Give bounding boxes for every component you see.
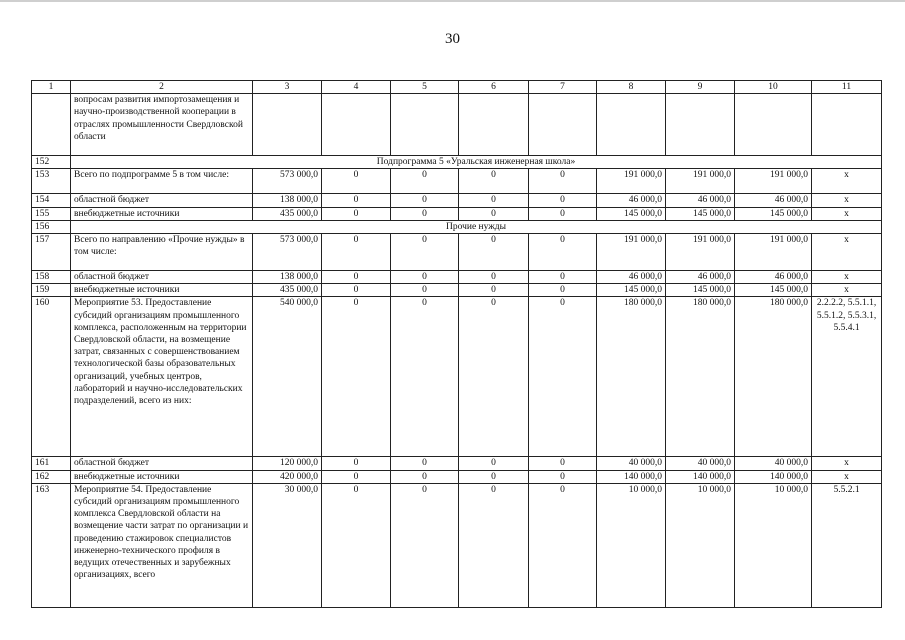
- year-value: 0: [459, 169, 529, 194]
- year-value: 0: [391, 483, 459, 607]
- continued-row: [32, 94, 882, 156]
- col-header: 2: [71, 81, 253, 94]
- year-value: 0: [529, 284, 597, 297]
- year-value: 0: [391, 284, 459, 297]
- year-value: 145 000,0: [735, 284, 812, 297]
- table-row: [32, 169, 882, 194]
- table-row: [32, 284, 882, 297]
- year-value: 180 000,0: [666, 297, 735, 457]
- year-value: 46 000,0: [666, 271, 735, 284]
- col-header: 9: [666, 81, 735, 94]
- program-table: [31, 80, 882, 608]
- total-value: 30 000,0: [253, 483, 322, 607]
- col-header: 7: [529, 81, 597, 94]
- page-number: 30: [445, 31, 460, 47]
- row-name: внебюджетные источники: [71, 470, 253, 483]
- year-value: 180 000,0: [597, 297, 666, 457]
- year-value: 40 000,0: [735, 457, 812, 470]
- year-value: 0: [322, 284, 391, 297]
- col-header: 5: [391, 81, 459, 94]
- table-row: [32, 194, 882, 207]
- target-indicator: 2.2.2.2, 5.5.1.1, 5.5.1.2, 5.5.3.1, 5.5.4.1: [812, 297, 882, 457]
- year-value: 40 000,0: [666, 457, 735, 470]
- year-value: 0: [529, 169, 597, 194]
- total-value: 420 000,0: [253, 470, 322, 483]
- year-value: 0: [459, 284, 529, 297]
- year-value: 46 000,0: [597, 271, 666, 284]
- year-value: 0: [322, 470, 391, 483]
- total-value: 435 000,0: [253, 207, 322, 220]
- total-value: 435 000,0: [253, 284, 322, 297]
- row-name: Мероприятие 53. Предоставление субсидий организациям промышленного комплекса, расположенным на территории Свердловской области, на возмещение затрат, связанных с совершенствованием технологической базы образовательных организаций, учебных центров, лабораторий и научно-исследовательских подразделений, всего из них:: [71, 297, 253, 457]
- year-value: 46 000,0: [597, 194, 666, 207]
- year-value: 0: [529, 483, 597, 607]
- target-indicator: x: [812, 234, 882, 271]
- year-value: 145 000,0: [597, 284, 666, 297]
- year-value: 0: [322, 169, 391, 194]
- year-value: 0: [529, 234, 597, 271]
- col-header: 3: [253, 81, 322, 94]
- target-indicator: x: [812, 271, 882, 284]
- year-value: 0: [529, 194, 597, 207]
- year-value: 0: [391, 470, 459, 483]
- year-value: 191 000,0: [666, 234, 735, 271]
- row-name: внебюджетные источники: [71, 284, 253, 297]
- section-row: [32, 220, 882, 233]
- year-value: 0: [529, 207, 597, 220]
- row-number: 159: [32, 284, 71, 297]
- table-row: [32, 234, 882, 271]
- year-value: 191 000,0: [735, 234, 812, 271]
- table-row: [32, 483, 882, 607]
- year-value: 0: [391, 457, 459, 470]
- year-value: 0: [391, 234, 459, 271]
- table-row: [32, 271, 882, 284]
- year-value: 0: [322, 457, 391, 470]
- target-indicator: x: [812, 207, 882, 220]
- row-number: 152: [32, 156, 71, 169]
- col-header: 4: [322, 81, 391, 94]
- year-value: 0: [322, 207, 391, 220]
- year-value: 10 000,0: [666, 483, 735, 607]
- row-number: 161: [32, 457, 71, 470]
- col-header: 11: [812, 81, 882, 94]
- year-value: 0: [529, 271, 597, 284]
- year-value: 46 000,0: [666, 194, 735, 207]
- year-value: 0: [459, 194, 529, 207]
- year-value: 145 000,0: [735, 207, 812, 220]
- table-row: [32, 470, 882, 483]
- column-number-row: [32, 81, 882, 94]
- total-value: 573 000,0: [253, 234, 322, 271]
- year-value: 0: [459, 234, 529, 271]
- row-name: Всего по подпрограмме 5 в том числе:: [71, 169, 253, 194]
- year-value: 0: [529, 297, 597, 457]
- target-indicator: x: [812, 470, 882, 483]
- target-indicator: 5.5.2.1: [812, 483, 882, 607]
- row-number: 160: [32, 297, 71, 457]
- col-header: 10: [735, 81, 812, 94]
- section-row: [32, 156, 882, 169]
- row-name: Всего по направлению «Прочие нужды» в том числе:: [71, 234, 253, 271]
- row-number: 156: [32, 220, 71, 233]
- year-value: 0: [459, 457, 529, 470]
- year-value: 180 000,0: [735, 297, 812, 457]
- row-number: 154: [32, 194, 71, 207]
- row-name: вопросам развития импортозамещения и научно-производственной кооперации в отраслях промышленности Свердловской области: [71, 94, 253, 156]
- year-value: 191 000,0: [597, 234, 666, 271]
- col-header: 6: [459, 81, 529, 94]
- year-value: 0: [459, 470, 529, 483]
- total-value: 120 000,0: [253, 457, 322, 470]
- total-value: 138 000,0: [253, 271, 322, 284]
- total-value: 573 000,0: [253, 169, 322, 194]
- year-value: 0: [459, 483, 529, 607]
- target-indicator: x: [812, 457, 882, 470]
- year-value: 140 000,0: [666, 470, 735, 483]
- year-value: 0: [322, 194, 391, 207]
- row-name: областной бюджет: [71, 194, 253, 207]
- year-value: 0: [391, 207, 459, 220]
- year-value: 145 000,0: [666, 207, 735, 220]
- year-value: 0: [322, 483, 391, 607]
- year-value: 191 000,0: [597, 169, 666, 194]
- section-title: Подпрограмма 5 «Уральская инженерная школа»: [71, 156, 882, 169]
- year-value: 46 000,0: [735, 194, 812, 207]
- year-value: 0: [322, 234, 391, 271]
- target-indicator: x: [812, 284, 882, 297]
- year-value: 140 000,0: [597, 470, 666, 483]
- year-value: 0: [529, 470, 597, 483]
- table-body: [32, 81, 882, 608]
- year-value: 0: [391, 169, 459, 194]
- year-value: 0: [459, 271, 529, 284]
- year-value: 0: [459, 297, 529, 457]
- table-row: [32, 207, 882, 220]
- year-value: 10 000,0: [597, 483, 666, 607]
- year-value: 145 000,0: [597, 207, 666, 220]
- row-number: 153: [32, 169, 71, 194]
- row-number: 157: [32, 234, 71, 271]
- row-name: Мероприятие 54. Предоставление субсидий организациям промышленного комплекса Свердловской области на возмещение части затрат по организации и проведению стажировок специалистов инженерно-технического профиля в ведущих отечественных и зарубежных организациях, всего: [71, 483, 253, 607]
- year-value: 10 000,0: [735, 483, 812, 607]
- row-name: областной бюджет: [71, 457, 253, 470]
- year-value: 145 000,0: [666, 284, 735, 297]
- year-value: 40 000,0: [597, 457, 666, 470]
- year-value: 191 000,0: [666, 169, 735, 194]
- col-header: 8: [597, 81, 666, 94]
- year-value: 0: [391, 194, 459, 207]
- row-number: 162: [32, 470, 71, 483]
- table-row: [32, 297, 882, 457]
- col-header: 1: [32, 81, 71, 94]
- year-value: 191 000,0: [735, 169, 812, 194]
- year-value: 0: [459, 207, 529, 220]
- year-value: 0: [391, 297, 459, 457]
- section-title: Прочие нужды: [71, 220, 882, 233]
- row-name: внебюджетные источники: [71, 207, 253, 220]
- year-value: 140 000,0: [735, 470, 812, 483]
- year-value: 0: [529, 457, 597, 470]
- target-indicator: x: [812, 194, 882, 207]
- year-value: 0: [391, 271, 459, 284]
- year-value: 0: [322, 271, 391, 284]
- top-border-rule: [0, 0, 905, 2]
- row-number: 155: [32, 207, 71, 220]
- year-value: 0: [322, 297, 391, 457]
- table-row: [32, 457, 882, 470]
- row-number: 163: [32, 483, 71, 607]
- total-value: 138 000,0: [253, 194, 322, 207]
- total-value: 540 000,0: [253, 297, 322, 457]
- year-value: 46 000,0: [735, 271, 812, 284]
- row-name: областной бюджет: [71, 271, 253, 284]
- row-number: 158: [32, 271, 71, 284]
- target-indicator: x: [812, 169, 882, 194]
